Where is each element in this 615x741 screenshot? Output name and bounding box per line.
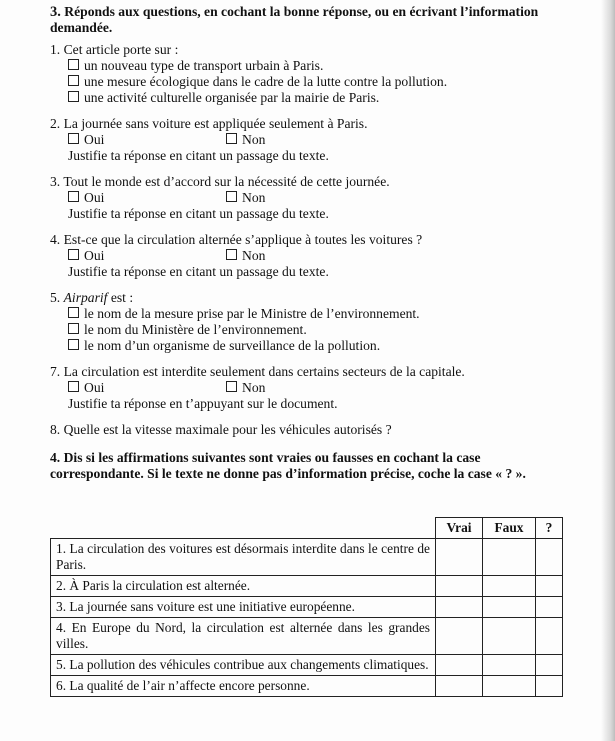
answer-cell-vrai[interactable] bbox=[436, 597, 483, 618]
checkbox-oui[interactable] bbox=[68, 249, 79, 260]
question-label-rest: est : bbox=[107, 290, 134, 305]
table-row bbox=[51, 576, 563, 597]
table-row bbox=[51, 539, 563, 576]
section4-number: 4. bbox=[50, 450, 61, 465]
table-header-row bbox=[51, 518, 563, 539]
table-row bbox=[51, 597, 563, 618]
answer-cell-unknown[interactable] bbox=[536, 576, 563, 597]
oui-label: Oui bbox=[84, 248, 105, 263]
oui-label: Oui bbox=[84, 380, 105, 395]
checkbox[interactable] bbox=[68, 91, 79, 102]
yes-no-choice bbox=[50, 132, 570, 148]
answer-cell-faux[interactable] bbox=[483, 539, 536, 576]
oui-label: Oui bbox=[84, 190, 105, 205]
justify-instruction: Justifie ta réponse en citant un passage du texte. bbox=[68, 264, 329, 279]
answer-cell-unknown[interactable] bbox=[536, 597, 563, 618]
answer-cell-faux[interactable] bbox=[483, 676, 536, 697]
answer-cell-vrai[interactable] bbox=[436, 655, 483, 676]
section3-title: Réponds aux questions, en cochant la bonne réponse, ou en écrivant l’information demandée. bbox=[50, 4, 539, 35]
non-label: Non bbox=[242, 132, 266, 147]
justify-instruction: Justifie ta réponse en citant un passage du texte. bbox=[68, 206, 329, 221]
option-text: le nom d’un organisme de surveillance de la pollution. bbox=[84, 338, 381, 353]
option-text: une activité culturelle organisée par la mairie de Paris. bbox=[84, 90, 380, 105]
section3-heading bbox=[50, 4, 570, 36]
option bbox=[50, 74, 570, 90]
question-label: 3. Tout le monde est d’accord sur la nécessité de cette journée. bbox=[50, 174, 390, 189]
statement-1: 1. La circulation des voitures est désormais interdite dans le centre de Paris. bbox=[51, 539, 436, 576]
option bbox=[50, 338, 570, 354]
answer-cell-vrai[interactable] bbox=[436, 576, 483, 597]
option-text: une mesure écologique dans le cadre de la lutte contre la pollution. bbox=[84, 74, 448, 89]
checkbox-non[interactable] bbox=[226, 133, 237, 144]
option bbox=[50, 306, 570, 322]
question-label: 2. La journée sans voiture est appliquée seulement à Paris. bbox=[50, 116, 368, 131]
question-label: 4. Est-ce que la circulation alternée s’applique à toutes les voitures ? bbox=[50, 232, 423, 247]
checkbox-non[interactable] bbox=[226, 191, 237, 202]
checkbox[interactable] bbox=[68, 307, 79, 318]
checkbox-oui[interactable] bbox=[68, 381, 79, 392]
statement-2: 2. À Paris la circulation est alternée. bbox=[51, 576, 436, 597]
table-row bbox=[51, 676, 563, 697]
airparif-term: Airparif bbox=[63, 290, 108, 305]
question-number: 5. bbox=[50, 290, 61, 305]
answer-cell-vrai[interactable] bbox=[436, 676, 483, 697]
question-label: 1. Cet article porte sur : bbox=[50, 42, 179, 57]
non-label: Non bbox=[242, 380, 266, 395]
answer-cell-unknown[interactable] bbox=[536, 539, 563, 576]
non-label: Non bbox=[242, 248, 266, 263]
checkbox[interactable] bbox=[68, 323, 79, 334]
question-2 bbox=[50, 116, 570, 164]
checkbox-non[interactable] bbox=[226, 249, 237, 260]
header-question-mark: ? bbox=[536, 518, 563, 539]
checkbox-non[interactable] bbox=[226, 381, 237, 392]
section4-heading bbox=[50, 450, 570, 482]
justify-instruction: Justifie ta réponse en citant un passage du texte. bbox=[68, 148, 329, 163]
option bbox=[50, 58, 570, 74]
statement-4: 4. En Europe du Nord, la circulation est alternée dans les grandes villes. bbox=[51, 618, 436, 655]
option bbox=[50, 322, 570, 338]
yes-no-choice bbox=[50, 190, 570, 206]
checkbox-oui[interactable] bbox=[68, 191, 79, 202]
answer-cell-vrai[interactable] bbox=[436, 618, 483, 655]
statement-5: 5. La pollution des véhicules contribue aux changements climatiques. bbox=[51, 655, 436, 676]
page-edge-shadow bbox=[601, 0, 615, 741]
worksheet bbox=[50, 4, 570, 482]
table-row bbox=[51, 618, 563, 655]
oui-label: Oui bbox=[84, 132, 105, 147]
answer-cell-unknown[interactable] bbox=[536, 618, 563, 655]
statement-3: 3. La journée sans voiture est une initiative européenne. bbox=[51, 597, 436, 618]
checkbox[interactable] bbox=[68, 339, 79, 350]
option-text: un nouveau type de transport urbain à Paris. bbox=[84, 58, 324, 73]
header-vrai: Vrai bbox=[436, 518, 483, 539]
question-5 bbox=[50, 290, 570, 354]
statement-6: 6. La qualité de l’air n’affecte encore personne. bbox=[51, 676, 436, 697]
table-row bbox=[51, 655, 563, 676]
checkbox-oui[interactable] bbox=[68, 133, 79, 144]
non-label: Non bbox=[242, 190, 266, 205]
justify-instruction: Justifie ta réponse en t’appuyant sur le document. bbox=[68, 396, 338, 411]
answer-cell-vrai[interactable] bbox=[436, 539, 483, 576]
question-3 bbox=[50, 174, 570, 222]
question-1 bbox=[50, 42, 570, 106]
answer-cell-unknown[interactable] bbox=[536, 676, 563, 697]
answer-cell-faux[interactable] bbox=[483, 618, 536, 655]
yes-no-choice bbox=[50, 380, 570, 396]
yes-no-choice bbox=[50, 248, 570, 264]
true-false-table bbox=[50, 517, 563, 697]
question-7 bbox=[50, 364, 570, 412]
question-8 bbox=[50, 422, 570, 438]
option-text: le nom du Ministère de l’environnement. bbox=[84, 322, 307, 337]
header-faux: Faux bbox=[483, 518, 536, 539]
header-blank bbox=[51, 518, 436, 539]
question-4 bbox=[50, 232, 570, 280]
answer-cell-unknown[interactable] bbox=[536, 655, 563, 676]
option-text: le nom de la mesure prise par le Ministre de l’environnement. bbox=[84, 306, 420, 321]
section4-title: Dis si les affirmations suivantes sont vraies ou fausses en cochant la case correspondante. Si le texte ne donne pas d’information précise, coche la case « ? ». bbox=[50, 450, 526, 481]
option bbox=[50, 90, 570, 106]
question-label bbox=[50, 290, 570, 306]
answer-cell-faux[interactable] bbox=[483, 597, 536, 618]
section3-number: 3. bbox=[50, 4, 61, 20]
answer-cell-faux[interactable] bbox=[483, 655, 536, 676]
question-label: 8. Quelle est la vitesse maximale pour les véhicules autorisés ? bbox=[50, 422, 392, 437]
answer-cell-faux[interactable] bbox=[483, 576, 536, 597]
question-label: 7. La circulation est interdite seulement dans certains secteurs de la capitale. bbox=[50, 364, 465, 379]
checkbox[interactable] bbox=[68, 75, 79, 86]
checkbox[interactable] bbox=[68, 59, 79, 70]
